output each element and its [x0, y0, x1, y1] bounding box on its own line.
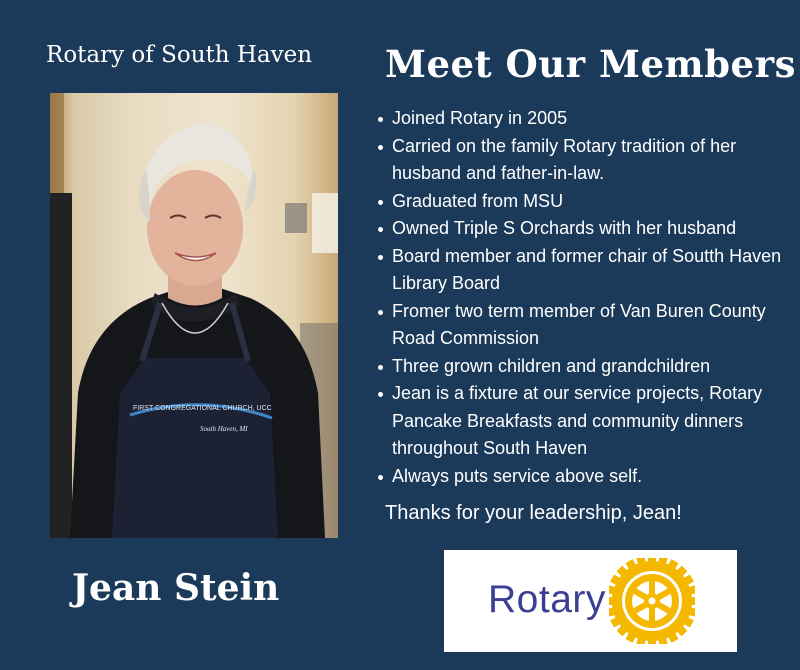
- list-item: Always puts service above self.: [372, 463, 784, 491]
- rotary-logo: [444, 550, 737, 652]
- apron-text: FIRST CONGREGATIONAL CHURCH, UCC: [133, 405, 272, 412]
- list-item: Board member and former chair of Soutth Haven Library Board: [372, 243, 784, 298]
- list-item: Carried on the family Rotary tradition of her husband and father-in-law.: [372, 133, 784, 188]
- list-item: Three grown children and grandchildren: [372, 353, 784, 381]
- list-item: Joined Rotary in 2005: [372, 105, 784, 133]
- list-item: Jean is a fixture at our service projects, Rotary Pancake Breakfasts and community dinners throughout South Haven: [372, 380, 784, 463]
- list-item: Graduated from MSU: [372, 188, 784, 216]
- member-facts-list: [372, 105, 784, 490]
- thanks-message: Thanks for your leadership, Jean!: [385, 502, 682, 524]
- list-item: Fromer two term member of Van Buren County Road Commission: [372, 298, 784, 353]
- list-item: Owned Triple S Orchards with her husband: [372, 215, 784, 243]
- apron-subtext: South Haven, MI: [200, 425, 248, 433]
- member-photo: [50, 93, 338, 538]
- logo-wordmark: Rotary: [488, 578, 606, 621]
- rotary-wheel-icon: [609, 558, 695, 644]
- org-name: Rotary of South Haven: [46, 42, 313, 68]
- member-name: Jean Stein: [72, 567, 280, 609]
- page-title: Meet Our Members: [385, 42, 796, 86]
